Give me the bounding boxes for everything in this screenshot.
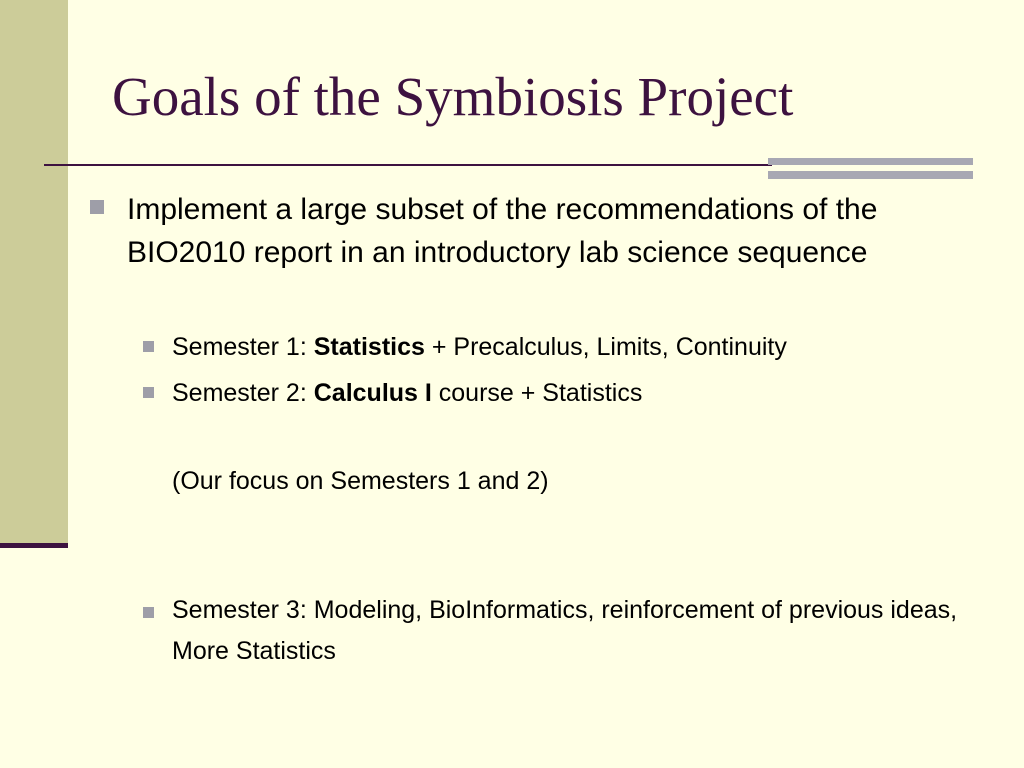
sub-bullet-text: Semester 3: Modeling, BioInformatics, reinforcement of previous ideas, More Statistics [172,596,958,665]
focus-note: (Our focus on Semesters 1 and 2) [172,467,549,495]
accent-bar-top [768,158,973,165]
sub-bullet-suffix: course + Statistics [431,379,643,407]
sub-bullet-prefix: Semester 2: [172,379,314,407]
slide-title: Goals of the Symbiosis Project [112,66,794,127]
square-bullet-icon [143,341,154,352]
sub-bullet-text [172,370,1003,416]
bullet-item-main [90,188,1000,274]
sub-bullet-semester-3 [143,590,1003,672]
sub-bullet-semester-2 [143,370,1003,416]
sub-bullet-suffix: + Precalculus, Limits, Continuity [424,333,787,361]
bullet-text: Implement a large subset of the recommendations of the BIO2010 report in an introductory lab science sequence [127,193,878,269]
square-bullet-icon [143,607,154,618]
sub-bullet-bold: Statistics [313,333,425,361]
square-bullet-icon [90,200,104,214]
sub-bullet-bold: Calculus I [313,379,432,407]
sub-bullet-semester-1 [143,324,1003,370]
square-bullet-icon [143,387,154,398]
sub-bullet-text [172,324,1003,370]
left-decor-bar [0,0,68,545]
title-divider [44,164,772,166]
left-decor-underline [0,543,68,548]
sub-bullet-prefix: Semester 1: [172,333,314,361]
accent-bar-bottom [768,171,973,179]
